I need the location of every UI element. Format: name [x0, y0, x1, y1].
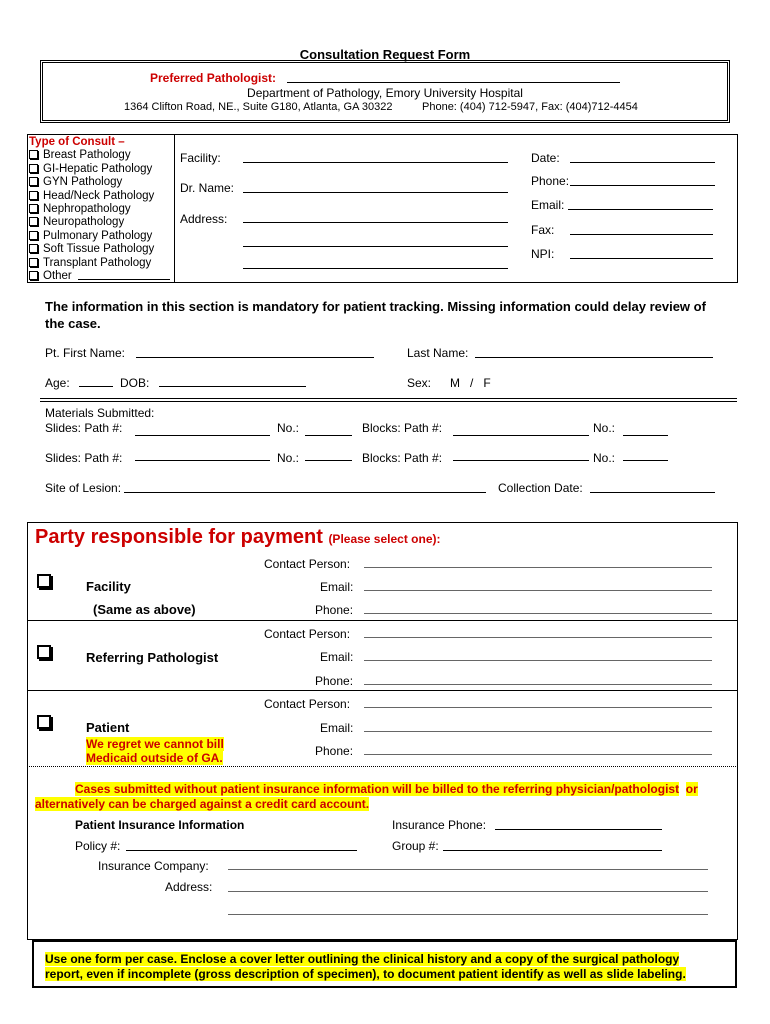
- insurance-address-label: Address:: [165, 880, 213, 894]
- dr-name-label: Dr. Name:: [180, 181, 235, 195]
- dob-label: DOB:: [120, 376, 150, 390]
- address-line: 1364 Clifton Road, NE., Suite G180, Atlanta, GA 30322: [124, 101, 393, 113]
- site-label: Site of Lesion:: [45, 481, 122, 495]
- checkbox-icon[interactable]: [29, 271, 38, 280]
- department: Department of Pathology, Emory University Hospital: [247, 86, 523, 100]
- collection-date-label: Collection Date:: [498, 481, 583, 495]
- phone-label-1: Phone:: [315, 603, 354, 617]
- policy-field[interactable]: [126, 850, 357, 851]
- facility-option: Facility: [86, 579, 131, 594]
- site-field[interactable]: [124, 492, 486, 493]
- address-field-2[interactable]: [243, 246, 508, 247]
- slides-no-label-1: No.:: [277, 421, 300, 435]
- insurance-company-field[interactable]: [228, 869, 708, 870]
- form-title: Consultation Request Form: [299, 47, 471, 62]
- age-label: Age:: [45, 376, 70, 390]
- group-field[interactable]: [443, 850, 662, 851]
- date-label: Date:: [531, 151, 560, 165]
- consult-item[interactable]: GYN Pathology: [29, 176, 154, 189]
- payment-heading-note: (Please select one):: [328, 532, 441, 546]
- phone-field[interactable]: [570, 185, 715, 186]
- referring-checkbox[interactable]: [37, 645, 51, 659]
- address-field-3[interactable]: [243, 268, 508, 269]
- npi-field[interactable]: [570, 258, 713, 259]
- blocks-path-field-1[interactable]: [453, 435, 589, 436]
- blocks-path-field-2[interactable]: [453, 460, 589, 461]
- contact-label-2: Contact Person:: [264, 627, 351, 641]
- phone-field-3[interactable]: [364, 754, 712, 755]
- phone-label-2: Phone:: [315, 674, 354, 688]
- email-label-2: Email:: [320, 650, 354, 664]
- age-field[interactable]: [79, 386, 113, 387]
- blocks-no-label-1: No.:: [593, 421, 616, 435]
- consult-item[interactable]: GI-Hepatic Pathology: [29, 163, 154, 176]
- blocks-label-1: Blocks: Path #:: [362, 421, 443, 435]
- consult-item[interactable]: Soft Tissue Pathology: [29, 243, 154, 256]
- consult-item[interactable]: Head/Neck Pathology: [29, 190, 154, 203]
- first-name-label: Pt. First Name:: [45, 346, 126, 360]
- address-label: Address:: [180, 212, 228, 226]
- insurance-notice-2: alternatively can be charged against a credit card account.: [35, 797, 370, 811]
- referring-option: Referring Pathologist: [86, 650, 219, 665]
- contact-field-2[interactable]: [364, 637, 712, 638]
- consult-item[interactable]: Pulmonary Pathology: [29, 230, 154, 243]
- phone-label: Phone:: [531, 174, 570, 188]
- insurance-company-label: Insurance Company:: [98, 859, 209, 873]
- checkbox-icon[interactable]: [29, 204, 38, 213]
- dob-field[interactable]: [159, 386, 306, 387]
- group-label: Group #:: [392, 839, 439, 853]
- email-label: Email:: [531, 198, 565, 212]
- facility-checkbox[interactable]: [37, 574, 51, 588]
- email-label-1: Email:: [320, 580, 354, 594]
- row-divider-3: [27, 766, 738, 767]
- checkbox-icon[interactable]: [29, 231, 38, 240]
- email-label-3: Email:: [320, 721, 354, 735]
- last-name-label: Last Name:: [407, 346, 469, 360]
- insurance-heading: Patient Insurance Information: [75, 818, 245, 832]
- checkbox-icon[interactable]: [29, 150, 38, 159]
- consult-item[interactable]: Nephropathology: [29, 203, 154, 216]
- materials-heading: Materials Submitted:: [45, 406, 155, 420]
- patient-notice: The information in this section is mandatory for patient tracking. Missing information could delay review of the case.: [45, 299, 706, 331]
- patient-option: Patient: [86, 720, 130, 735]
- phone-field-1[interactable]: [364, 613, 712, 614]
- patient-checkbox[interactable]: [37, 715, 51, 729]
- slides-path-field-2[interactable]: [135, 460, 270, 461]
- footer-line-1: Use one form per case. Enclose a cover letter outlining the clinical history and a copy of the surgical pathology: [45, 952, 680, 966]
- email-field-3[interactable]: [364, 731, 712, 732]
- address-field-1[interactable]: [243, 222, 508, 223]
- email-field[interactable]: [568, 209, 713, 210]
- npi-label: NPI:: [531, 247, 555, 261]
- checkbox-icon[interactable]: [29, 217, 38, 226]
- medicaid-note-1: We regret we cannot bill: [86, 737, 224, 751]
- phone-fax-line: Phone: (404) 712-5947, Fax: (404)712-4454: [422, 101, 638, 113]
- blocks-no-label-2: No.:: [593, 451, 616, 465]
- consult-item[interactable]: Other: [29, 270, 154, 283]
- consult-item[interactable]: Breast Pathology: [29, 149, 154, 162]
- blocks-no-field-2[interactable]: [623, 460, 668, 461]
- section-divider: [40, 398, 737, 402]
- contact-label-1: Contact Person:: [264, 557, 351, 571]
- slides-no-label-2: No.:: [277, 451, 300, 465]
- preferred-pathologist-label: Preferred Pathologist:: [150, 71, 277, 85]
- consult-divider: [174, 134, 175, 283]
- checkbox-icon[interactable]: [29, 244, 38, 253]
- consult-item[interactable]: Neuropathology: [29, 216, 154, 229]
- slides-no-field-1[interactable]: [305, 435, 352, 436]
- facility-label: Facility:: [180, 151, 221, 165]
- other-field[interactable]: [78, 279, 170, 280]
- first-name-field[interactable]: [136, 357, 374, 358]
- dr-name-field[interactable]: [243, 192, 508, 193]
- fax-label: Fax:: [531, 223, 555, 237]
- contact-label-3: Contact Person:: [264, 697, 351, 711]
- facility-field[interactable]: [243, 162, 508, 163]
- footer-line-2: report, even if incomplete (gross description of specimen), to document patient identify as well as slide labeling.: [45, 967, 686, 981]
- phone-label-3: Phone:: [315, 744, 354, 758]
- sex-label: Sex:: [407, 376, 432, 390]
- insurance-notice-1: Cases submitted without patient insurance information will be billed to the referring physician/pathologist or: [75, 782, 698, 796]
- insurance-address-field-2[interactable]: [228, 914, 708, 915]
- same-as-above: (Same as above): [93, 602, 196, 617]
- row-divider-1: [27, 620, 738, 621]
- fax-field[interactable]: [570, 234, 713, 235]
- consult-type-list: [29, 136, 154, 283]
- checkbox-icon[interactable]: [29, 164, 38, 173]
- preferred-pathologist-field[interactable]: [287, 82, 620, 83]
- consult-item[interactable]: Transplant Pathology: [29, 257, 154, 270]
- medicaid-note-2: Medicaid outside of GA.: [86, 751, 223, 765]
- slides-label-2: Slides: Path #:: [45, 451, 123, 465]
- phone-field-2[interactable]: [364, 684, 712, 685]
- last-name-field[interactable]: [475, 357, 713, 358]
- checkbox-icon[interactable]: [29, 177, 38, 186]
- contact-field-3[interactable]: [364, 707, 712, 708]
- policy-label: Policy #:: [75, 839, 121, 853]
- email-field-1[interactable]: [364, 590, 712, 591]
- email-field-2[interactable]: [364, 660, 712, 661]
- consult-heading: Type of Consult –: [29, 136, 125, 148]
- checkbox-icon[interactable]: [29, 191, 38, 200]
- slides-no-field-2[interactable]: [305, 460, 352, 461]
- blocks-label-2: Blocks: Path #:: [362, 451, 443, 465]
- insurance-phone-label: Insurance Phone:: [392, 818, 487, 832]
- date-field[interactable]: [570, 162, 715, 163]
- checkbox-icon[interactable]: [29, 258, 38, 267]
- slides-label-1: Slides: Path #:: [45, 421, 123, 435]
- contact-field-1[interactable]: [364, 567, 712, 568]
- row-divider-2: [27, 690, 738, 691]
- insurance-phone-field[interactable]: [495, 829, 662, 830]
- collection-date-field[interactable]: [590, 492, 715, 493]
- blocks-no-field-1[interactable]: [623, 435, 668, 436]
- slides-path-field-1[interactable]: [135, 435, 270, 436]
- payment-heading: Party responsible for payment (Please select one):: [35, 526, 441, 548]
- insurance-address-field-1[interactable]: [228, 891, 708, 892]
- sex-options[interactable]: M / F: [450, 376, 491, 390]
